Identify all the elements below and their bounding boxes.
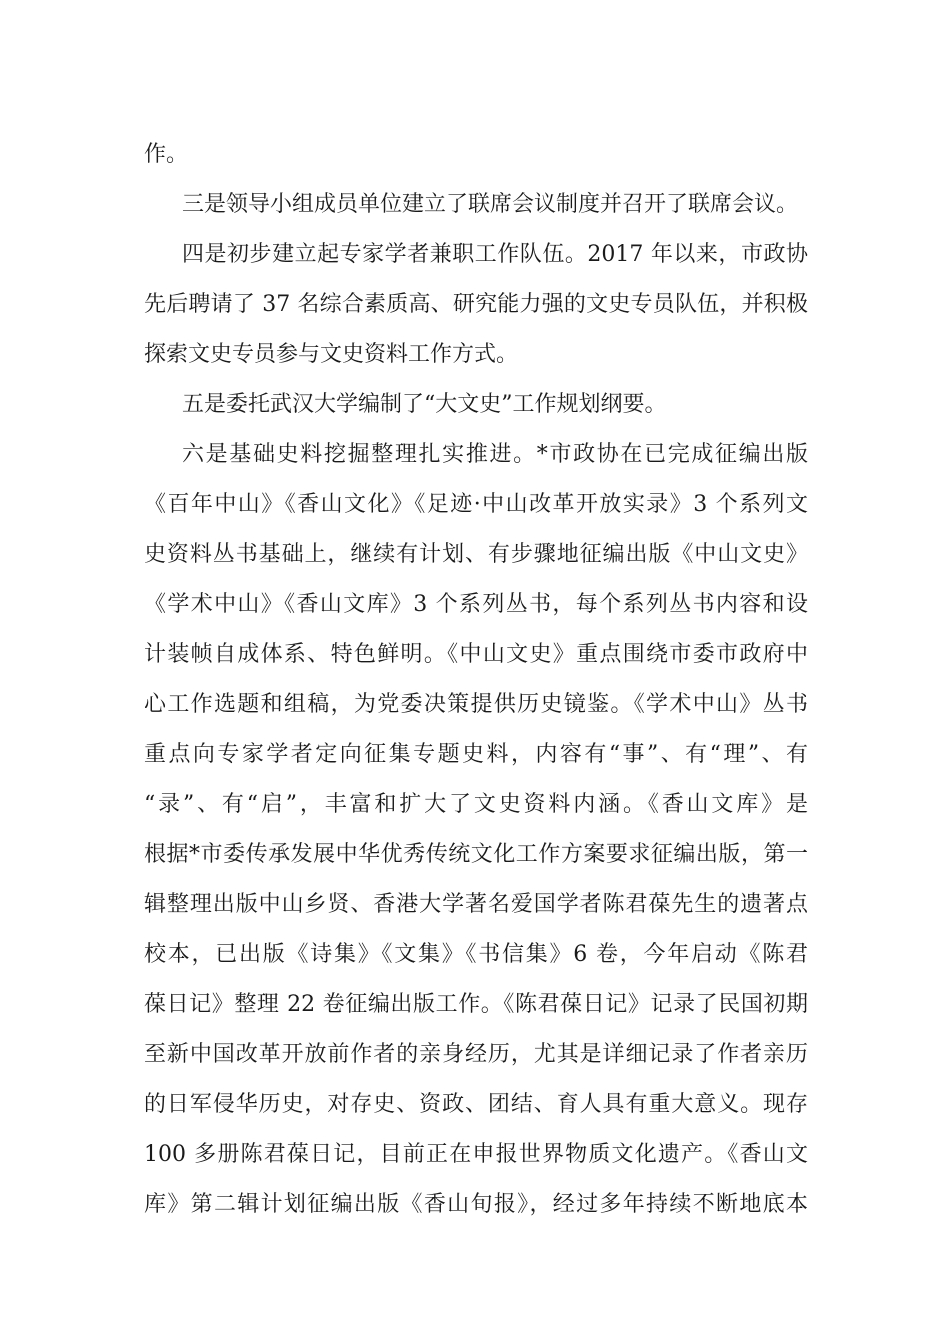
paragraph-line: 辑整理出版中山乡贤、香港大学著名爱国学者陈君葆先生的遗著点 [144, 892, 808, 917]
paragraph-line: “录”、有“启”，丰富和扩大了文史资料内涵。《香山文库》是 [144, 792, 808, 817]
paragraph-line: 100 多册陈君葆日记，目前正在申报世界物质文化遗产。《香山文 [144, 1142, 808, 1167]
paragraph-line: 三是领导小组成员单位建立了联席会议制度并召开了联席会议。 [182, 192, 799, 217]
paragraph-line: 根据*市委传承发展中华优秀传统文化工作方案要求征编出版，第一 [144, 842, 808, 867]
paragraph-line: 计装帧自成体系、特色鲜明。《中山文史》重点围绕市委市政府中 [144, 642, 808, 667]
paragraph-line: 心工作选题和组稿，为党委决策提供历史镜鉴。《学术中山》丛书 [144, 692, 808, 717]
paragraph-line: 作。 [144, 142, 189, 167]
paragraph-line: 先后聘请了 37 名综合素质高、研究能力强的文史专员队伍，并积极 [144, 292, 808, 317]
paragraph-line: 《百年中山》《香山文化》《足迹·中山改革开放实录》3 个系列文 [144, 492, 808, 517]
paragraph-line: 库》第二辑计划征编出版《香山旬报》，经过多年持续不断地底本 [144, 1192, 808, 1217]
document-body [144, 130, 808, 1230]
paragraph-line: 探索文史专员参与文史资料工作方式。 [144, 342, 519, 367]
paragraph-line: 葆日记》整理 22 卷征编出版工作。《陈君葆日记》记录了民国初期 [144, 992, 808, 1017]
paragraph-line: 史资料丛书基础上，继续有计划、有步骤地征编出版《中山文史》 [144, 542, 808, 567]
paragraph-line: 《学术中山》《香山文库》3 个系列丛书，每个系列丛书内容和设 [144, 592, 808, 617]
paragraph-line: 校本，已出版《诗集》《文集》《书信集》6 卷，今年启动《陈君 [144, 942, 808, 967]
paragraph-line: 至新中国改革开放前作者的亲身经历，尤其是详细记录了作者亲历 [144, 1042, 808, 1067]
paragraph-line: 重点向专家学者定向征集专题史料，内容有“事”、有“理”、有 [144, 742, 808, 767]
paragraph-line: 五是委托武汉大学编制了“大文史”工作规划纲要。 [182, 392, 667, 417]
paragraph-line: 四是初步建立起专家学者兼职工作队伍。2017 年以来，市政协 [182, 242, 808, 267]
paragraph-line: 的日军侵华历史，对存史、资政、团结、育人具有重大意义。现存 [144, 1092, 808, 1117]
paragraph-line: 六是基础史料挖掘整理扎实推进。*市政协在已完成征编出版 [182, 442, 808, 467]
